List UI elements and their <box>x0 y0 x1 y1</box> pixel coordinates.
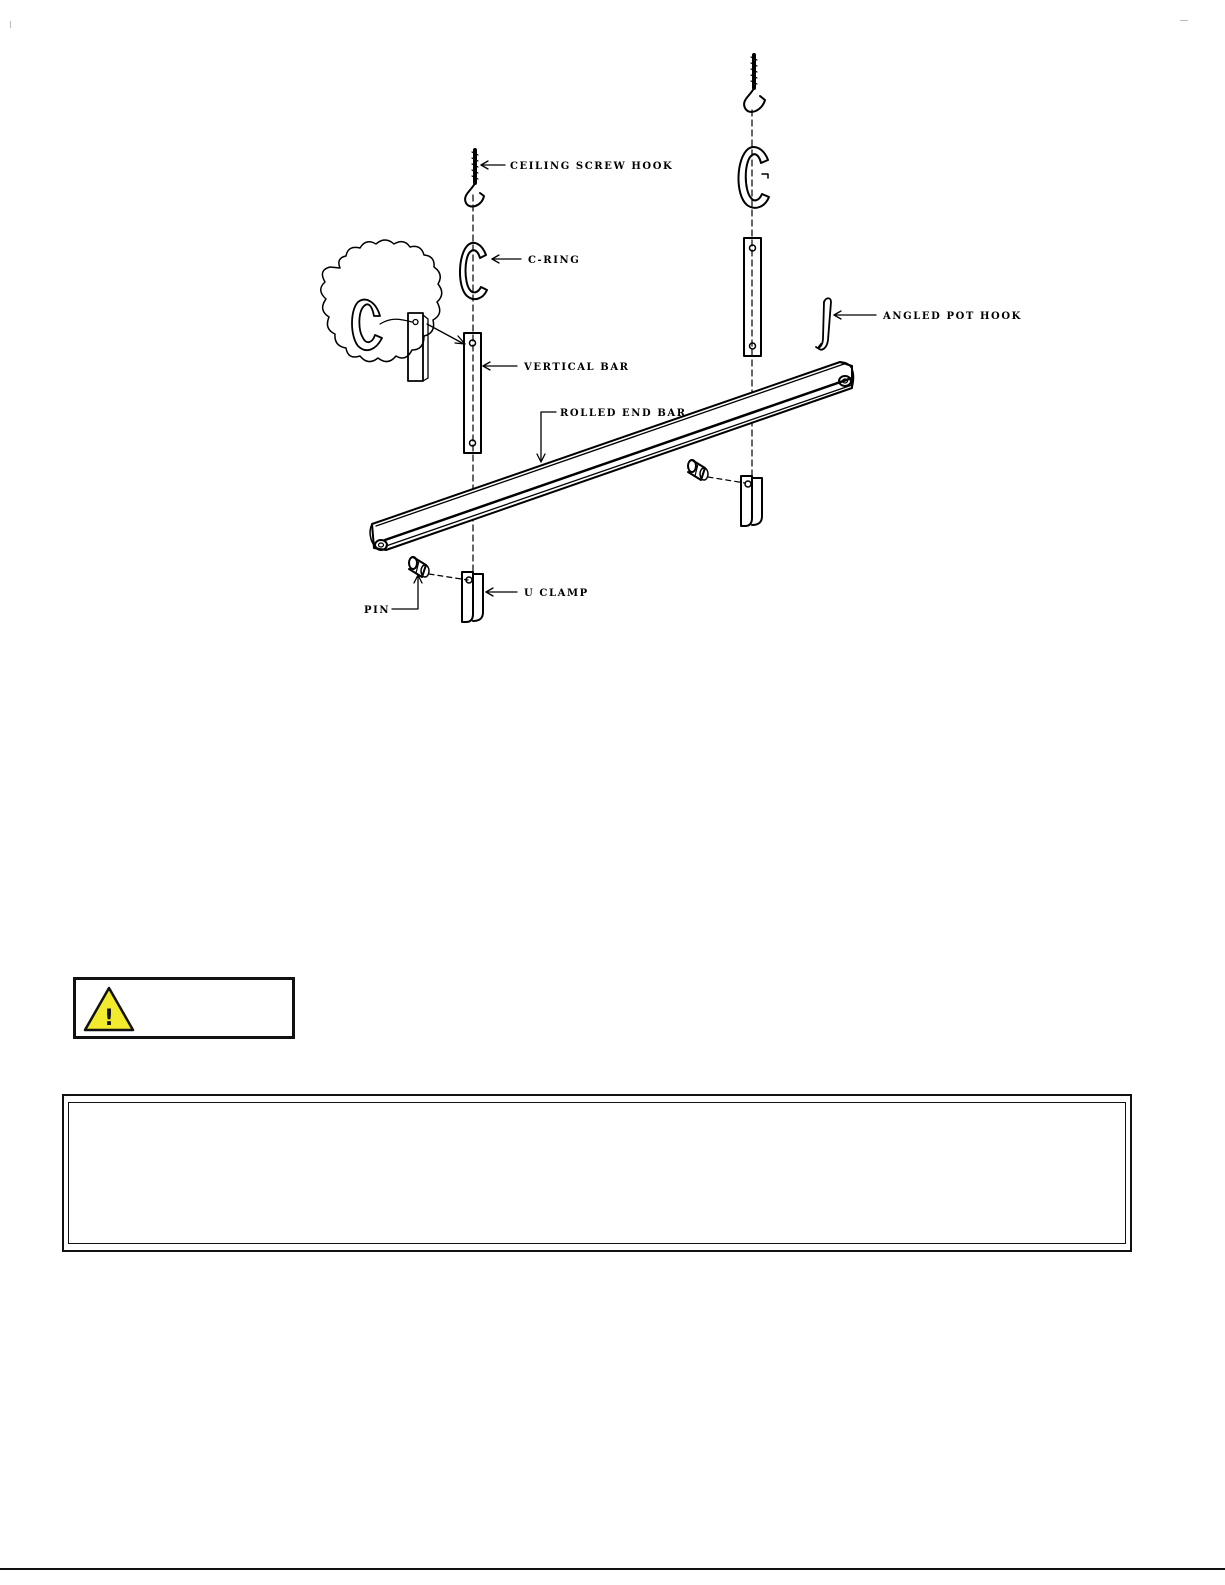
label-vertical-bar: VERTICAL BAR <box>524 362 630 373</box>
c-ring-icon <box>738 147 769 208</box>
label-rolled-end-bar: ROLLED END BAR <box>560 408 687 419</box>
label-angled-pot-hook: ANGLED POT HOOK <box>883 311 1022 322</box>
pin-icon <box>688 460 745 483</box>
warning-triangle-icon <box>79 982 139 1038</box>
notice-box-inner-border <box>68 1102 1126 1244</box>
caution-box <box>73 977 295 1039</box>
detail-callout-bubble <box>321 240 465 381</box>
rolled-end-bar-icon <box>370 362 853 550</box>
footer-rule <box>0 1568 1225 1570</box>
label-pin: PIN <box>364 605 391 616</box>
ceiling-screw-hook-icon <box>465 150 484 207</box>
label-c-ring: C-RING <box>528 255 581 266</box>
ceiling-screw-hook-icon <box>744 55 765 112</box>
u-clamp-icon <box>741 476 762 526</box>
label-u-clamp: U CLAMP <box>524 588 589 599</box>
warning-exclamation: ! <box>103 1006 115 1031</box>
notice-box <box>62 1094 1132 1252</box>
angled-pot-hook-icon <box>816 298 831 349</box>
label-ceiling-screw-hook: CEILING SCREW HOOK <box>510 161 674 172</box>
